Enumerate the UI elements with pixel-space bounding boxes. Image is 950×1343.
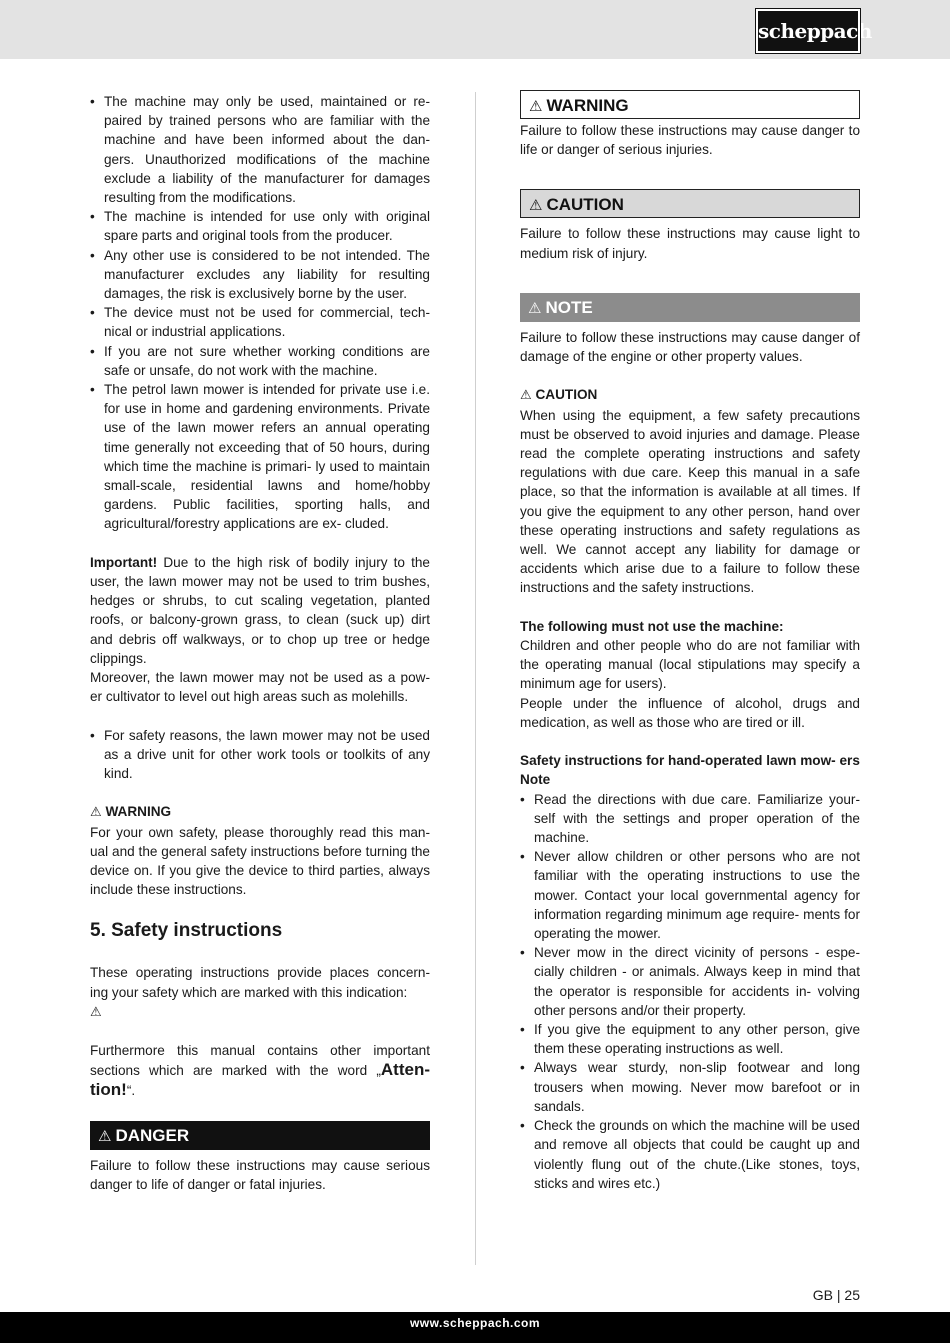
warning-box-text: Failure to follow these instructions may cause danger to life or danger of serious injuries. [520, 123, 860, 158]
column-divider [475, 92, 476, 1265]
danger-box: ⚠ DANGER [90, 1121, 430, 1150]
list-item: • The petrol lawn mower is intended for private use i.e. for use in home and gardening environments. Private use of the lawn mower refers an annual operating time generally not exceeding that of 50 hours, during which time the machine is primari- ly used to maintain small-scale, residential lawns and home/hobby gardens. Public facilities, sporting halls, and agricultural/forestry applications are ex- cluded. [90, 380, 430, 534]
drive-unit-bullet-list [90, 726, 430, 784]
list-item: • Never allow children or other persons who are not familiar with the operating instructions to use the mower. Contact your local governmental agency for information regarding minimum age require- ments for operating the mower. [520, 847, 860, 943]
safety-bullet-list [520, 790, 860, 1193]
danger-paragraph: Failure to follow these instructions may cause serious danger to life of danger or fatal injuries. [90, 1158, 430, 1193]
list-item: • The machine is intended for use only with original spare parts and original tools from the producer. [90, 207, 430, 245]
important-text: Due to the high risk of bodily injury to the user, the lawn mower may not be used to trim bushes, hedges or shrubs, to cut scaling vegetation, planted roofs, or balcony-grown grass, to clean (suck up) dirt and debris off walkways, or to chop up tree or hedge clippings. [90, 554, 430, 666]
warning-triangle-icon: ⚠ [528, 298, 542, 317]
footer-bar [0, 1312, 950, 1343]
note-box: ⚠ NOTE [520, 293, 860, 322]
list-item: • The device must not be used for commercial, tech- nical or industrial applications. [90, 303, 430, 341]
attention-word: Atten- tion! [90, 1060, 430, 1100]
warning-triangle-icon: ⚠ [529, 97, 543, 115]
caution-heading: ⚠ CAUTION [520, 387, 598, 404]
hand-operated-heading: Safety instructions for hand-operated lawn mow- ers [520, 753, 860, 769]
list-item: • Check the grounds on which the machine will be used and remove all objects that could be caught up and violently flung out of the chute.(Like stones, toys, sticks and wires etc.) [520, 1116, 860, 1193]
list-item: • For safety reasons, the lawn mower may not be used as a drive unit for other work tools or toolkits of any kind. [90, 726, 430, 784]
section-intro: These operating instructions provide places concern- ing your safety which are marked with this indication: [90, 965, 430, 1000]
warning-triangle-icon: ⚠ [90, 1004, 102, 1020]
footer-url[interactable]: www.scheppach.com [409, 1316, 541, 1330]
note-box-text: Failure to follow these instructions may cause danger of damage of the engine or other property values. [520, 329, 860, 365]
list-item: • If you are not sure whether working conditions are safe or unsafe, do not work with the machine. [90, 342, 430, 380]
important-paragraph [90, 553, 430, 668]
right-column [520, 90, 860, 1193]
warning-paragraph: For your own safety, please thoroughly read this man- ual and the general safety instructions before turning the device on. If you give the device to third parties, always include these instructions. [90, 824, 430, 898]
list-item: • If you give the equipment to any other person, give them these operating instructions as well. [520, 1020, 860, 1058]
list-item: • Any other use is considered to be not intended. The manufacturer excludes any liability for resulting damages, the risk is exclusively borne by the user. [90, 246, 430, 304]
section-title: 5. Safety instructions [90, 920, 283, 942]
page-number: GB | 25 [812, 1287, 860, 1303]
list-item: • Never mow in the direct vicinity of persons - espe- cially children - or animals. Always keep in mind that the operator is responsible for accidents in- volving other persons and/or their property. [520, 943, 860, 1020]
warning-triangle-icon: ⚠ [98, 1127, 112, 1146]
usage-bullet-list [90, 92, 430, 534]
left-column [90, 92, 430, 1195]
warning-triangle-icon: ⚠ [520, 388, 532, 404]
caution-box-text: Failure to follow these instructions may cause light to medium risk of injury. [520, 226, 860, 261]
moreover-paragraph: Moreover, the lawn mower may not be used as a pow- er cultivator to level out high areas such as molehills. [90, 670, 430, 705]
warning-triangle-icon: ⚠ [529, 196, 543, 215]
caution-paragraph: When using the equipment, a few safety precautions must be observed to avoid injuries and damage. Please read the complete operating instructions and safety regulations with due care. Keep this manual in a safe place, so that the information is available at all times. If you give the equipment to any other person, hand over these operating instructions and safety regulations as well. We cannot accept any liability for damage or accidents which arise due to a failure to follow these instructions and the safety instructions. [520, 407, 860, 596]
list-item: • Read the directions with due care. Familiarize your- self with the settings and proper operation of the machine. [520, 790, 860, 848]
warning-heading: ⚠ WARNING [90, 804, 172, 821]
list-item: • Always wear sturdy, non-slip footwear and long trousers when mowing. Never mow barefoot or in sandals. [520, 1058, 860, 1116]
must-not-paragraph-1: Children and other people who do are not familiar with the operating manual (local stipulations may specify a minimum age for users). [520, 638, 860, 692]
brand-logo: scheppach [756, 9, 860, 53]
must-not-heading: The following must not use the machine: [520, 618, 784, 634]
caution-box: ⚠ CAUTION [520, 189, 860, 218]
indication-symbol [90, 1002, 430, 1022]
warning-triangle-icon: ⚠ [90, 805, 102, 821]
warning-box: ⚠ WARNING [520, 90, 860, 119]
note-heading: Note [520, 772, 551, 788]
furthermore-paragraph: Furthermore this manual contains other important sections which are marked with the word „Atten- tion!“. [90, 1043, 430, 1100]
important-label: Important! [90, 554, 158, 570]
list-item: • The machine may only be used, maintained or re- paired by trained persons who are familiar with the machine and have been informed about the dan- gers. Unauthorized modifications of the machine exclude a liability of the manufacturer for damages resulting from the modifications. [90, 92, 430, 207]
must-not-paragraph-2: People under the influence of alcohol, drugs and medication, as well as those who are tired or ill. [520, 695, 860, 730]
header-bar [0, 0, 950, 59]
